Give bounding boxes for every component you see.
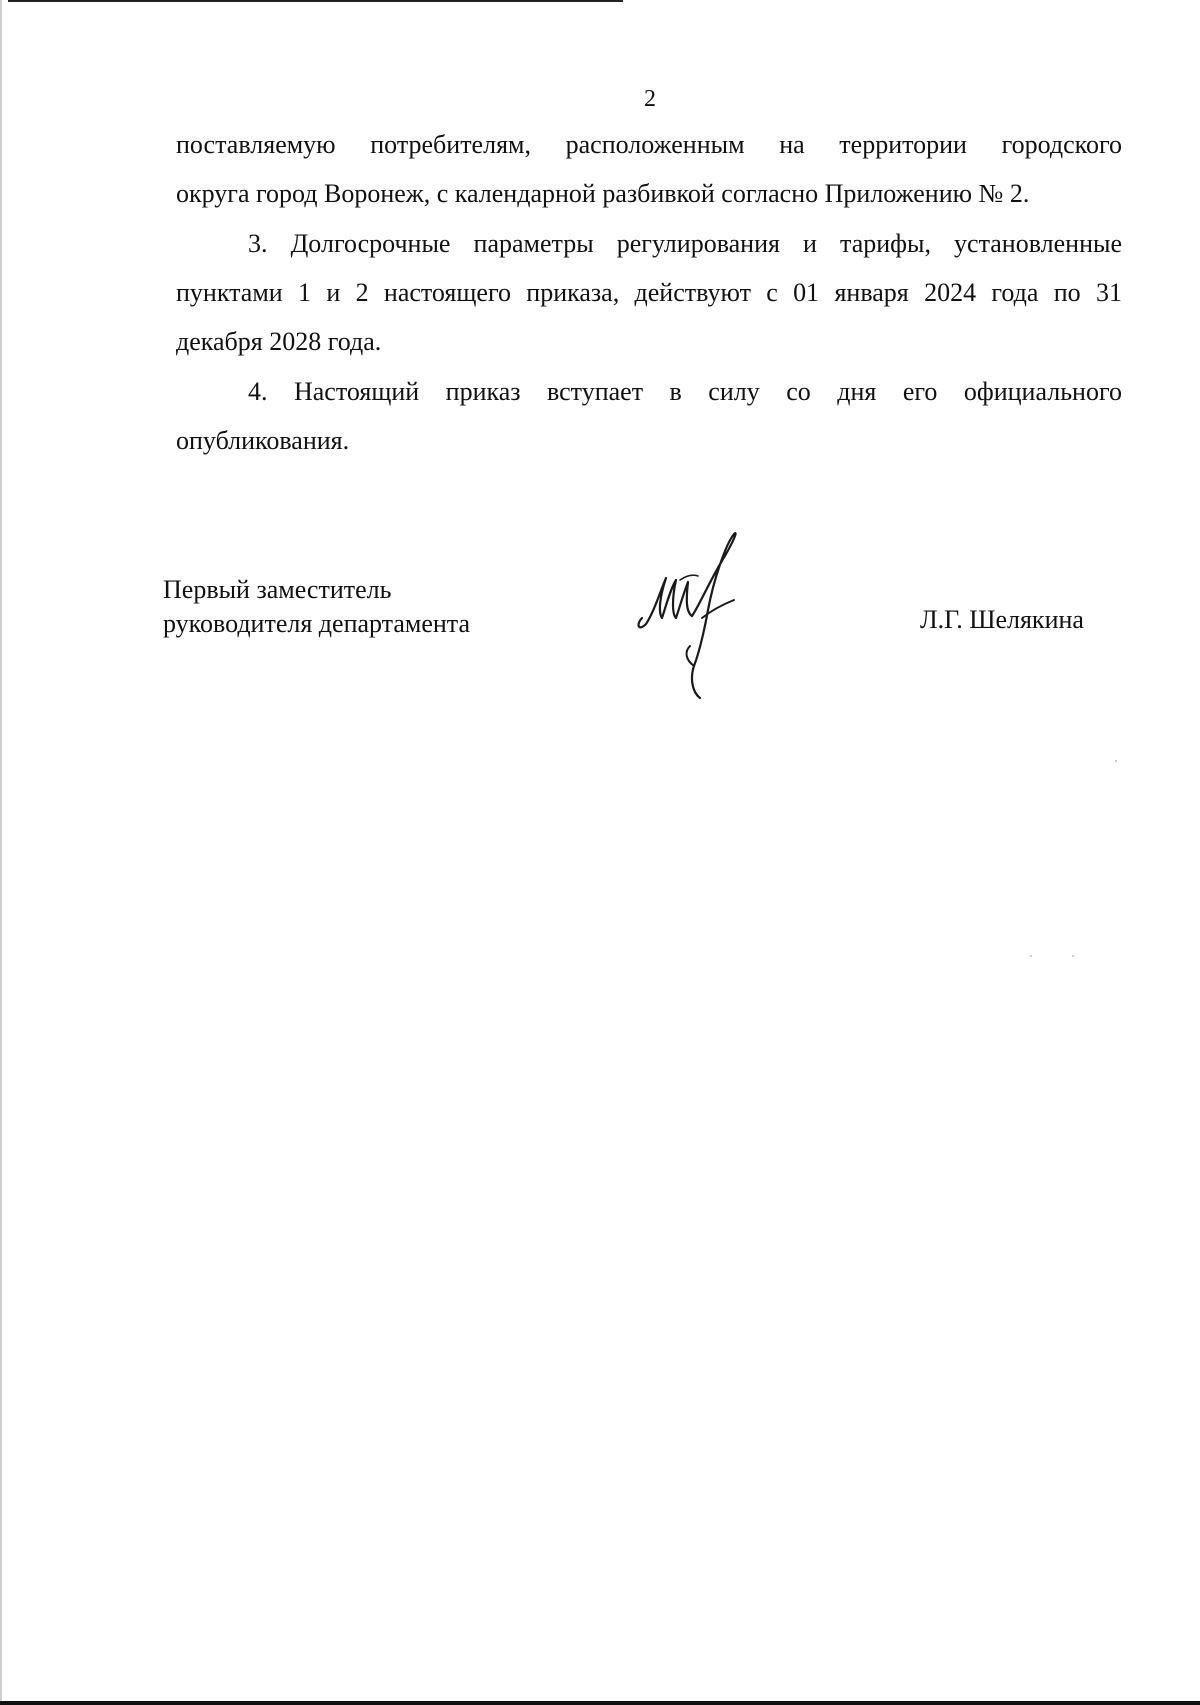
scan-speck <box>1072 955 1074 957</box>
paragraph-line: поставляемую потребителям, расположенным на территории городского <box>176 130 1122 159</box>
paragraph-item-4 <box>176 367 1122 465</box>
paragraph-item-3 <box>176 219 1122 366</box>
paragraph-line: пунктами 1 и 2 настоящего приказа, действуют с 01 января 2024 года по 31 <box>176 278 1122 307</box>
signatory-position-line: руководителя департамента <box>163 609 471 638</box>
scan-bottom-edge <box>0 1701 1200 1705</box>
scan-speck <box>1115 760 1117 762</box>
paragraph-line: декабря 2028 года. <box>176 327 382 356</box>
paragraph-continuation <box>176 120 1122 218</box>
scan-speck <box>1030 955 1032 957</box>
scan-top-edge <box>8 0 608 2</box>
paragraph-line: опубликования. <box>176 426 350 455</box>
signatory-name: Л.Г. Шелякина <box>920 605 1084 634</box>
handwritten-signature <box>630 520 770 700</box>
page-number: 2 <box>644 86 656 112</box>
paragraph-line: 3. Долгосрочные параметры регулирования и тарифы, установленные <box>248 229 1122 258</box>
scan-top-edge-fragment <box>605 0 623 2</box>
paragraph-line: 4. Настоящий приказ вступает в силу со дня его официального <box>248 377 1122 406</box>
signatory-position-line: Первый заместитель <box>163 575 392 604</box>
scan-left-edge <box>0 0 2 1705</box>
paragraph-line: округа город Воронеж, с календарной разбивкой согласно Приложению № 2. <box>176 179 1030 208</box>
signatory-position <box>163 573 470 641</box>
